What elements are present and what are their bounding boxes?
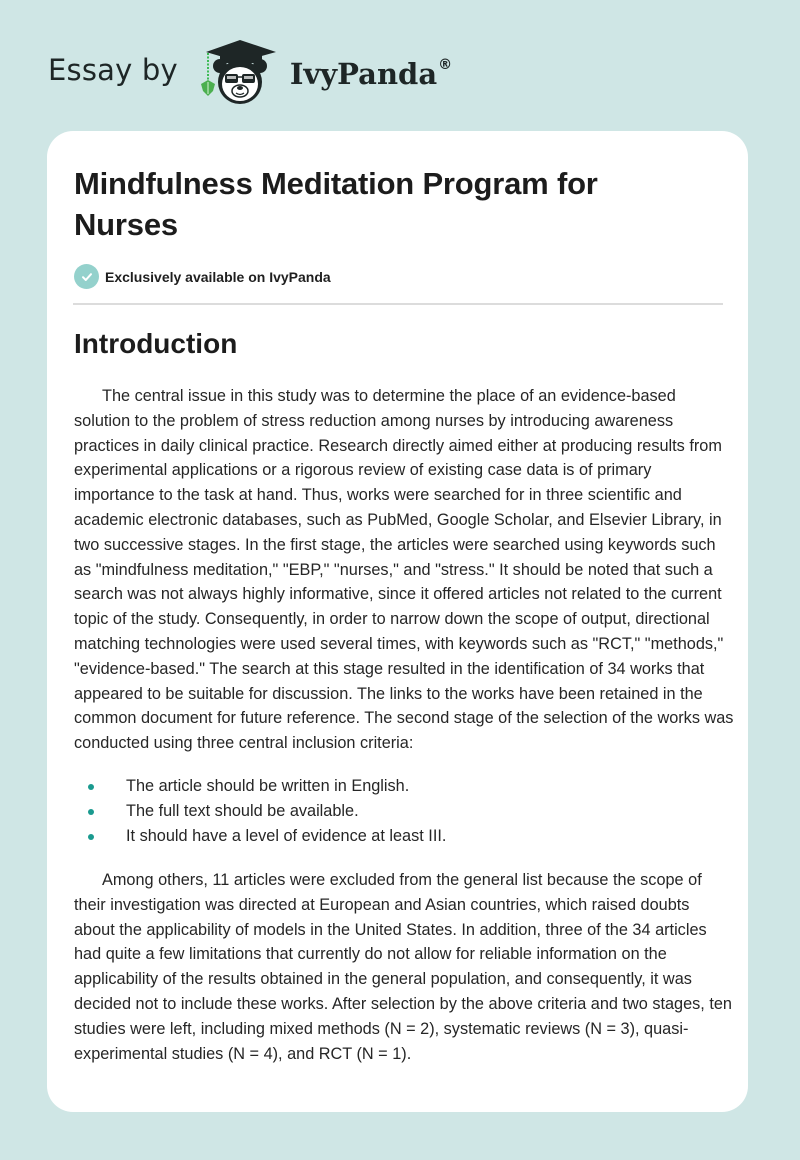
list-item: [74, 799, 724, 824]
check-circle-icon: [74, 264, 99, 289]
paragraph-1-text: The central issue in this study was to determine the place of an evidence-based solution to the problem of stress reduction among nurses by introducing awareness practices in daily clinical practice. Research directly aimed either at producing results from experimental applications or a rigorous review of existing case data is of primary importance to the task at hand. Thus, works were searched for in three scientific and academic electronic databases, such as PubMed, Google Scholar, and Elsevier Library, in two successive stages. In the first stage, the articles were searched using keywords such as "mindfulness meditation," "EBP," "nurses," and "stress." It should be noted that such a search was not always highly informative, since it offered articles not related to the current topic of the study. Consequently, in order to narrow down the scope of output, directional matching technologies were used several times, with keywords such as "RCT," "methods," "evidence-based." The search at this stage resulted in the identification of 34 works that appeared to be suitable for discussion. The links to the works have been retained in the common document for future reference. The second stage of the selection of the works was conducted using three central inclusion criteria:: [74, 387, 734, 753]
list-item-text: The article should be written in English.: [126, 777, 410, 795]
brand-name[interactable]: [290, 57, 452, 91]
list-item-text: The full text should be available.: [126, 801, 359, 820]
essay-by-label: Essay by: [48, 53, 178, 87]
page-title: Mindfulness Meditation Program for Nurses: [74, 166, 598, 242]
section-heading-introduction: Introduction: [74, 328, 238, 359]
bullet-icon: [88, 834, 94, 840]
list-item: [74, 774, 724, 799]
paragraph-1: [74, 384, 734, 756]
panda-graduate-logo-icon[interactable]: [196, 36, 284, 108]
title-divider: [73, 303, 723, 305]
bullet-icon: [88, 809, 94, 815]
registered-mark: ®: [438, 57, 453, 74]
exclusive-badge: [74, 264, 331, 289]
brand-text: IvyPanda: [289, 57, 438, 91]
list-item: [74, 824, 724, 849]
essay-card: [47, 131, 748, 1112]
bullet-icon: [88, 784, 94, 790]
exclusive-badge-text: Exclusively available on IvyPanda: [105, 268, 331, 285]
site-header: [48, 36, 452, 108]
inclusion-criteria-list: [74, 774, 724, 848]
paragraph-2-text: Among others, 11 articles were excluded from the general list because the scope of their investigation was directed at European and Asian countries, which raised doubts about the applicability of models in the United States. In addition, three of the 34 articles had quite a few limitations that currently do not allow for reliable information on the applicability of the results obtained in the general population, and consequently, it was decided not to include these works. After selection by the above criteria and two stages, ten studies were left, including mixed methods (N = 2), systematic reviews (N = 3), quasi-experimental studies (N = 4), and RCT (N = 1).: [74, 871, 732, 1063]
paragraph-2: [74, 868, 734, 1066]
list-item-text: It should have a level of evidence at least III.: [126, 826, 447, 845]
